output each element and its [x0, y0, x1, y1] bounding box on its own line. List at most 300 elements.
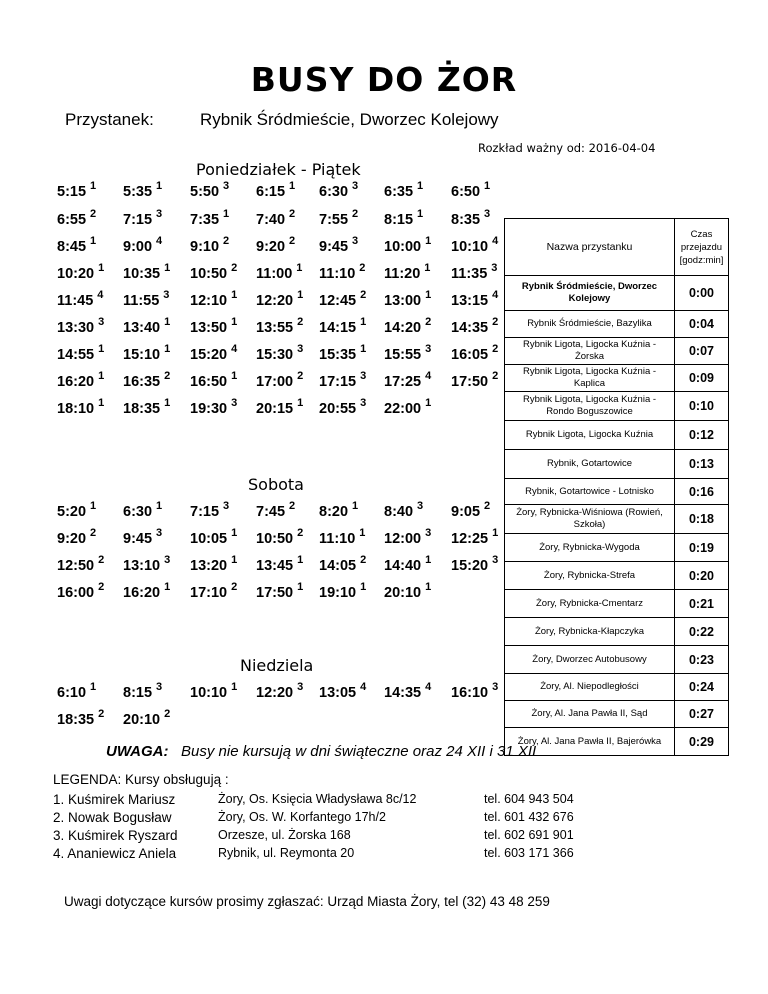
operator-number: 3 — [163, 289, 170, 301]
stop-name: Rybnik Śródmieście, Dworzec Kolejowy — [200, 110, 499, 129]
operator-number: 4 — [425, 370, 432, 382]
departure-time — [451, 262, 498, 282]
operator-number: 1 — [360, 343, 367, 355]
operator-phone: tel. 601 432 676 — [484, 810, 574, 824]
operator-name: 4. Ananiewicz Aniela — [53, 846, 177, 861]
departure-time-value: 13:55 — [256, 320, 294, 336]
departure-time — [123, 289, 170, 309]
departure-time — [256, 500, 296, 520]
travel-time-cell: 0:19 — [675, 534, 729, 562]
operator-number: 4 — [97, 289, 104, 301]
departure-time — [57, 289, 104, 309]
departure-time-value: 12:25 — [451, 531, 489, 547]
operator-number: 3 — [156, 681, 163, 693]
departure-time — [319, 343, 367, 363]
departure-time-value: 6:15 — [256, 184, 286, 200]
operator-number: 2 — [98, 708, 105, 720]
travel-time-cell: 0:09 — [675, 365, 729, 392]
operator-phone: tel. 602 691 901 — [484, 828, 574, 842]
departure-time-value: 7:40 — [256, 212, 286, 228]
departure-time — [256, 681, 304, 701]
departure-time — [190, 500, 230, 520]
stop-name-cell: Żory, Rybnicka-Wiśniowa (Rowień, Szkoła) — [505, 505, 675, 534]
stop-name-cell: Żory, Rybnicka-Wygoda — [505, 534, 675, 562]
stop-row — [505, 450, 729, 479]
operator-number: 2 — [492, 343, 499, 355]
departure-time-value: 15:10 — [123, 347, 161, 363]
departure-time — [384, 289, 432, 309]
departure-time-value: 16:20 — [57, 374, 95, 390]
operator-number: 3 — [492, 554, 499, 566]
departure-time — [384, 262, 431, 282]
operator-number: 1 — [164, 316, 171, 328]
departure-time-value: 12:20 — [256, 685, 294, 701]
operator-number: 1 — [156, 500, 163, 512]
departure-time-value: 10:20 — [57, 266, 95, 282]
departure-time-value: 11:00 — [256, 266, 293, 282]
operator-number: 4 — [492, 235, 499, 247]
stop-row — [505, 728, 729, 756]
departure-time-value: 17:15 — [319, 374, 357, 390]
operator-number: 2 — [223, 235, 230, 247]
operator-number: 2 — [297, 370, 304, 382]
operator-number: 3 — [98, 316, 105, 328]
operator-number: 2 — [98, 554, 105, 566]
travel-time-cell: 0:00 — [675, 276, 729, 311]
operator-number: 1 — [90, 235, 97, 247]
operator-number: 2 — [359, 262, 366, 274]
operator-number: 1 — [223, 208, 230, 220]
departure-time-value: 20:55 — [319, 401, 357, 417]
operator-number: 3 — [352, 235, 359, 247]
departure-time-value: 8:20 — [319, 504, 349, 520]
departure-time-value: 6:10 — [57, 685, 87, 701]
footer-contact: Uwagi dotyczące kursów prosimy zgłaszać: Urząd Miasta Żory, tel (32) 43 48 259 — [64, 894, 550, 909]
departure-time-value: 14:40 — [384, 558, 422, 574]
header-stop-name: Nazwa przystanku — [505, 219, 675, 276]
departure-time-value: 11:20 — [384, 266, 421, 282]
departure-time — [384, 554, 432, 574]
departure-time — [319, 208, 359, 228]
departure-time — [57, 262, 105, 282]
departure-time-value: 12:50 — [57, 558, 95, 574]
departure-time — [451, 208, 491, 228]
departure-time — [123, 581, 171, 601]
departure-time — [319, 527, 366, 547]
departure-time — [123, 527, 163, 547]
operator-address: Orzesze, ul. Żorska 168 — [218, 828, 351, 842]
operator-number: 1 — [417, 208, 424, 220]
travel-time-cell: 0:04 — [675, 311, 729, 338]
departure-time — [190, 208, 230, 228]
travel-time-cell: 0:27 — [675, 701, 729, 728]
departure-time — [451, 343, 499, 363]
departure-time-value: 15:30 — [256, 347, 294, 363]
departure-time — [384, 397, 432, 417]
departure-time — [384, 180, 424, 200]
departure-time-value: 10:50 — [256, 531, 294, 547]
operator-number: 2 — [297, 527, 304, 539]
section-title: Sobota — [248, 475, 304, 494]
operator-number: 2 — [484, 500, 491, 512]
travel-time-cell: 0:12 — [675, 421, 729, 450]
operator-number: 3 — [164, 554, 171, 566]
departure-time-value: 13:40 — [123, 320, 161, 336]
departure-time-value: 11:35 — [451, 266, 488, 282]
departure-time-value: 9:45 — [123, 531, 153, 547]
operator-number: 1 — [359, 527, 366, 539]
departure-time — [451, 316, 499, 336]
departure-time — [384, 681, 432, 701]
departure-time — [57, 397, 105, 417]
operator-number: 3 — [223, 500, 230, 512]
departure-time — [57, 180, 97, 200]
departure-time-value: 14:20 — [384, 320, 422, 336]
operator-number: 1 — [231, 316, 238, 328]
departure-time — [123, 681, 163, 701]
departure-time — [190, 316, 238, 336]
departure-time — [123, 208, 163, 228]
departure-time-value: 16:50 — [190, 374, 228, 390]
departure-time-value: 17:10 — [190, 585, 228, 601]
operator-address: Żory, Os. W. Korfantego 17h/2 — [218, 810, 386, 824]
departure-time — [319, 262, 366, 282]
departure-time — [319, 554, 367, 574]
departure-time-value: 5:20 — [57, 504, 87, 520]
departure-time-value: 18:10 — [57, 401, 95, 417]
operator-number: 2 — [352, 208, 359, 220]
departure-time-value: 10:00 — [384, 239, 422, 255]
operator-name: 1. Kuśmirek Mariusz — [53, 792, 176, 807]
operator-number: 1 — [164, 343, 171, 355]
valid-from-date: Rozkład ważny od: 2016-04-04 — [478, 141, 656, 155]
operator-number: 2 — [360, 289, 367, 301]
operator-number: 3 — [352, 180, 359, 192]
departure-time-value: 14:15 — [319, 320, 357, 336]
departure-time — [319, 370, 367, 390]
departure-time — [123, 180, 163, 200]
departure-time — [451, 180, 491, 200]
departure-time-value: 14:05 — [319, 558, 357, 574]
departure-time — [319, 500, 359, 520]
stop-row — [505, 392, 729, 421]
departure-time — [319, 180, 359, 200]
departure-time-value: 9:20 — [57, 531, 87, 547]
travel-time-cell: 0:13 — [675, 450, 729, 479]
operator-number: 2 — [90, 208, 97, 220]
departure-time — [57, 554, 105, 574]
operator-number: 1 — [98, 397, 105, 409]
departure-time-value: 12:45 — [319, 293, 357, 309]
travel-time-cell: 0:23 — [675, 646, 729, 674]
operator-number: 1 — [425, 235, 432, 247]
departure-time — [190, 370, 238, 390]
departure-time-value: 8:15 — [384, 212, 414, 228]
stop-row — [505, 646, 729, 674]
travel-time-cell: 0:18 — [675, 505, 729, 534]
operator-number: 1 — [297, 581, 304, 593]
stop-name-cell: Rybnik Ligota, Ligocka Kuźnia - Rondo Boguszowice — [505, 392, 675, 421]
operator-number: 1 — [231, 527, 238, 539]
operator-number: 1 — [164, 397, 171, 409]
departure-time-value: 9:00 — [123, 239, 153, 255]
legend-title: LEGENDA: Kursy obsługują : — [53, 772, 229, 787]
departure-time — [319, 289, 367, 309]
operator-number: 2 — [289, 208, 296, 220]
travel-time-cell: 0:07 — [675, 338, 729, 365]
note-label: UWAGA: — [106, 743, 169, 760]
departure-time-value: 12:20 — [256, 293, 294, 309]
departure-time — [57, 581, 105, 601]
departure-time-value: 11:10 — [319, 266, 356, 282]
operator-number: 1 — [98, 343, 105, 355]
operator-number: 1 — [360, 316, 367, 328]
departure-time — [57, 343, 105, 363]
departure-time — [384, 527, 432, 547]
stop-name-cell: Żory, Dworzec Autobusowy — [505, 646, 675, 674]
departure-time — [57, 681, 97, 701]
stop-name-cell: Rybnik Ligota, Ligocka Kuźnia — [505, 421, 675, 450]
departure-time-value: 9:20 — [256, 239, 286, 255]
stop-name-cell: Żory, Rybnicka-Cmentarz — [505, 590, 675, 618]
operator-number: 3 — [297, 343, 304, 355]
departure-time — [256, 235, 296, 255]
departure-time-value: 17:00 — [256, 374, 294, 390]
operator-number: 1 — [425, 581, 432, 593]
departure-time-value: 17:50 — [451, 374, 489, 390]
departure-time-value: 16:10 — [451, 685, 489, 701]
header-travel-time: Czas przejazdu [godz:min] — [675, 219, 729, 276]
stop-name-cell: Rybnik, Gotartowice - Lotnisko — [505, 479, 675, 505]
departure-time — [57, 708, 105, 728]
departure-time-value: 7:35 — [190, 212, 220, 228]
departure-time — [256, 289, 304, 309]
stop-row — [505, 311, 729, 338]
departure-time-value: 9:45 — [319, 239, 349, 255]
departure-time-value: 13:45 — [256, 558, 294, 574]
operator-number: 1 — [352, 500, 359, 512]
operator-number: 2 — [425, 316, 432, 328]
note-text: Busy nie kursują w dni świąteczne oraz 24 XII i 31 XII — [181, 743, 537, 760]
operator-number: 1 — [492, 527, 499, 539]
operator-number: 4 — [231, 343, 238, 355]
departure-time-value: 13:30 — [57, 320, 95, 336]
departure-time — [256, 262, 303, 282]
departure-time — [123, 235, 163, 255]
operator-number: 1 — [424, 262, 431, 274]
departure-time — [190, 343, 238, 363]
operator-number: 1 — [297, 397, 304, 409]
stop-row — [505, 562, 729, 590]
departure-time — [384, 208, 424, 228]
departure-time — [190, 527, 238, 547]
departure-time-value: 6:50 — [451, 184, 481, 200]
departure-time — [319, 581, 367, 601]
stop-name-cell: Żory, Al. Niepodległości — [505, 674, 675, 701]
note — [106, 743, 536, 760]
stop-name-cell: Żory, Al. Jana Pawła II, Bajerówka — [505, 728, 675, 756]
departure-time-value: 6:30 — [123, 504, 153, 520]
operator-number: 2 — [492, 370, 499, 382]
departure-time — [451, 554, 499, 574]
stop-row — [505, 701, 729, 728]
stop-name-cell: Rybnik Ligota, Ligocka Kuźnia - Kaplica — [505, 365, 675, 392]
departure-time — [384, 500, 424, 520]
departure-time-value: 5:50 — [190, 184, 220, 200]
operator-number: 1 — [484, 180, 491, 192]
departure-time — [256, 397, 304, 417]
departure-time-value: 16:05 — [451, 347, 489, 363]
departure-time — [319, 397, 367, 417]
departure-time — [319, 316, 367, 336]
operator-number: 2 — [492, 316, 499, 328]
operator-number: 1 — [164, 262, 171, 274]
operator-number: 2 — [360, 554, 367, 566]
operator-number: 2 — [164, 370, 171, 382]
departure-time — [190, 262, 238, 282]
operator-number: 4 — [492, 289, 499, 301]
operator-number: 1 — [360, 581, 367, 593]
operator-number: 3 — [223, 180, 230, 192]
departure-time-value: 8:35 — [451, 212, 481, 228]
operator-number: 1 — [231, 681, 238, 693]
stops-table — [504, 218, 729, 756]
stop-row — [505, 534, 729, 562]
departure-time — [123, 316, 171, 336]
departure-time-value: 7:55 — [319, 212, 349, 228]
section-title: Niedziela — [240, 656, 314, 675]
departure-time-value: 13:50 — [190, 320, 228, 336]
departure-time-value: 20:10 — [123, 712, 161, 728]
departure-time-value: 12:00 — [384, 531, 422, 547]
travel-time-cell: 0:20 — [675, 562, 729, 590]
operator-number: 2 — [231, 262, 238, 274]
operator-number: 3 — [297, 681, 304, 693]
departure-time-value: 6:35 — [384, 184, 414, 200]
departure-time — [256, 343, 304, 363]
departure-time-value: 10:50 — [190, 266, 228, 282]
departure-time-value: 14:35 — [384, 685, 422, 701]
departure-time — [190, 235, 230, 255]
departure-time-value: 8:15 — [123, 685, 153, 701]
operator-number: 1 — [289, 180, 296, 192]
departure-time — [123, 397, 171, 417]
departure-time-value: 19:30 — [190, 401, 228, 417]
stop-row — [505, 479, 729, 505]
stop-label: Przystanek: — [65, 110, 154, 129]
operator-address: Rybnik, ul. Reymonta 20 — [218, 846, 355, 860]
departure-time — [190, 289, 238, 309]
departure-time — [123, 370, 171, 390]
departure-time-value: 20:15 — [256, 401, 294, 417]
departure-time-value: 13:05 — [319, 685, 357, 701]
departure-time — [190, 554, 238, 574]
stop-name-cell: Rybnik, Gotartowice — [505, 450, 675, 479]
departure-time — [190, 581, 238, 601]
operator-number: 1 — [231, 370, 238, 382]
departure-time-value: 11:45 — [57, 293, 94, 309]
departure-time — [451, 289, 499, 309]
operator-number: 1 — [297, 289, 304, 301]
operator-number: 4 — [360, 681, 367, 693]
departure-time-value: 10:05 — [190, 531, 228, 547]
departure-time-value: 22:00 — [384, 401, 422, 417]
departure-time-value: 7:15 — [190, 504, 220, 520]
stop-row — [505, 674, 729, 701]
section-title: Poniedziałek - Piątek — [196, 160, 361, 179]
stop-row — [505, 365, 729, 392]
operator-number: 1 — [156, 180, 163, 192]
operator-number: 1 — [90, 180, 97, 192]
operator-number: 4 — [156, 235, 163, 247]
departure-time-value: 16:20 — [123, 585, 161, 601]
operator-number: 3 — [360, 397, 367, 409]
operator-number: 1 — [296, 262, 303, 274]
departure-time-value: 5:35 — [123, 184, 153, 200]
departure-time-value: 6:30 — [319, 184, 349, 200]
departure-time-value: 10:10 — [451, 239, 489, 255]
travel-time-cell: 0:22 — [675, 618, 729, 646]
stop-row — [505, 618, 729, 646]
operator-name: 3. Kuśmirek Ryszard — [53, 828, 178, 843]
operator-number: 1 — [90, 500, 97, 512]
travel-time-cell: 0:29 — [675, 728, 729, 756]
departure-time-value: 9:10 — [190, 239, 220, 255]
departure-time — [384, 370, 432, 390]
operator-number: 2 — [297, 316, 304, 328]
operator-number: 2 — [90, 527, 97, 539]
departure-time-value: 13:10 — [123, 558, 161, 574]
stops-table-header — [505, 219, 729, 276]
departure-time-value: 7:45 — [256, 504, 286, 520]
departure-time — [451, 527, 499, 547]
departure-time — [57, 500, 97, 520]
operator-number: 4 — [425, 681, 432, 693]
departure-time-value: 6:55 — [57, 212, 87, 228]
travel-time-cell: 0:21 — [675, 590, 729, 618]
stop-name-cell: Żory, Rybnicka-Strefa — [505, 562, 675, 590]
operator-number: 2 — [289, 235, 296, 247]
operator-number: 3 — [156, 527, 163, 539]
stop-row — [505, 421, 729, 450]
departure-time — [384, 316, 432, 336]
stop-name-cell: Żory, Rybnicka-Kłapczyka — [505, 618, 675, 646]
departure-time — [256, 208, 296, 228]
departure-time — [123, 343, 171, 363]
departure-time — [190, 397, 238, 417]
departure-time — [451, 681, 499, 701]
departure-time — [123, 708, 171, 728]
departure-time — [123, 262, 171, 282]
departure-time-value: 10:35 — [123, 266, 161, 282]
operator-number: 1 — [425, 397, 432, 409]
operator-address: Żory, Os. Księcia Władysława 8c/12 — [218, 792, 417, 806]
departure-time-value: 15:35 — [319, 347, 357, 363]
departure-time-value: 5:15 — [57, 184, 87, 200]
departure-time-value: 7:15 — [123, 212, 153, 228]
stop-row — [505, 505, 729, 534]
departure-time-value: 12:10 — [190, 293, 228, 309]
operator-number: 3 — [360, 370, 367, 382]
stop-row — [505, 276, 729, 311]
operator-number: 1 — [98, 262, 105, 274]
operator-phone: tel. 604 943 504 — [484, 792, 574, 806]
departure-time — [190, 180, 230, 200]
stop-row — [505, 338, 729, 365]
operator-number: 1 — [425, 554, 432, 566]
departure-time-value: 18:35 — [57, 712, 95, 728]
departure-time-value: 10:10 — [190, 685, 228, 701]
